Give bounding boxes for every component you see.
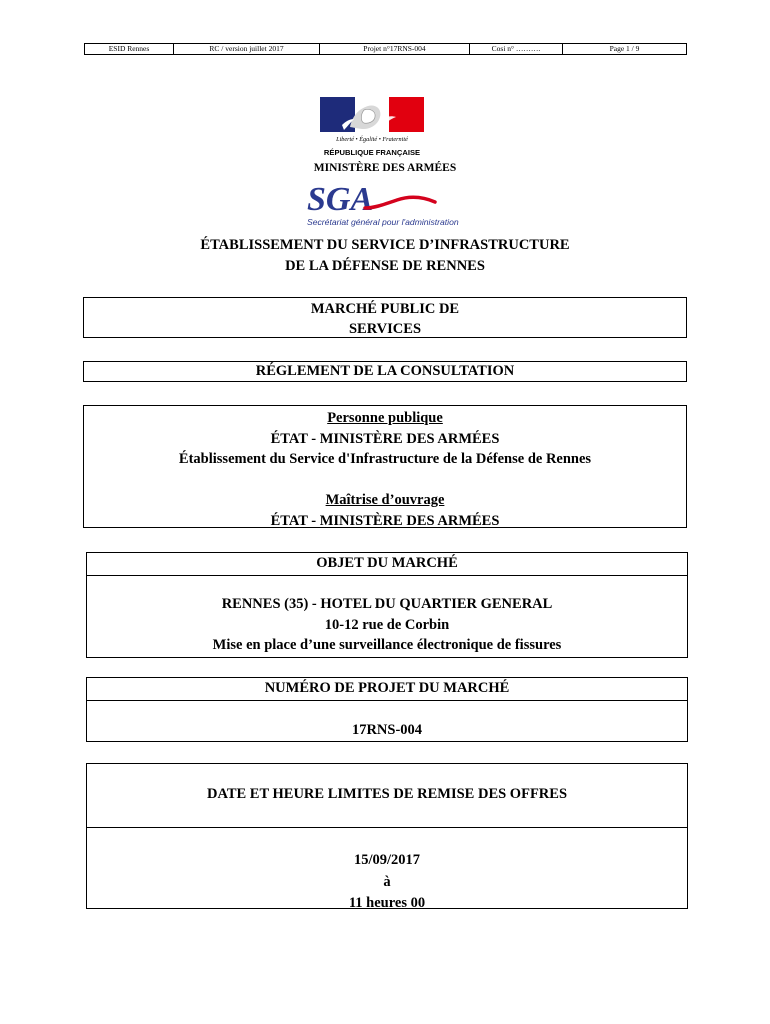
objet-line2: 10-12 rue de Corbin bbox=[324, 616, 450, 633]
marche-line2: SERVICES bbox=[348, 321, 422, 337]
reglement-title: RÉGLEMENT DE LA CONSULTATION bbox=[255, 363, 515, 379]
objet-box bbox=[86, 552, 688, 658]
numero-value: 17RNS-004 bbox=[351, 722, 423, 738]
header-project: Projet n°17RNS-004 bbox=[320, 44, 470, 55]
objet-line1: RENNES (35) - HOTEL DU QUARTIER GENERAL bbox=[221, 596, 553, 612]
reglement-box bbox=[83, 361, 687, 382]
logo-motto: Liberté • Égalité • Fraternité bbox=[336, 136, 408, 143]
numero-box bbox=[86, 677, 688, 742]
page-header bbox=[84, 43, 687, 55]
personne-line1: ÉTAT - MINISTÈRE DES ARMÉES bbox=[270, 430, 500, 447]
header-page: Page 1 / 9 bbox=[563, 44, 687, 55]
date-a: à bbox=[383, 873, 391, 890]
personne-line2: Établissement du Service d'Infrastructure de la Défense de Rennes bbox=[178, 451, 592, 467]
header-site: ESID Rennes bbox=[85, 44, 174, 55]
marche-line1: MARCHÉ PUBLIC DE bbox=[310, 301, 460, 317]
maitrise-ouvrage-title: Maîtrise d’ouvrage bbox=[325, 492, 445, 508]
date-limite-box bbox=[86, 763, 688, 909]
maitrise-ouvrage-line: ÉTAT - MINISTÈRE DES ARMÉES bbox=[270, 512, 500, 529]
numero-title: NUMÉRO DE PROJET DU MARCHÉ bbox=[87, 678, 687, 701]
sga-letters: SGA bbox=[307, 181, 374, 218]
logo-republique-name: RÉPUBLIQUE FRANÇAISE bbox=[323, 148, 421, 157]
marche-box bbox=[83, 297, 687, 338]
date-value: 15/09/2017 bbox=[353, 852, 421, 868]
personne-title: Personne publique bbox=[327, 410, 443, 426]
sga-subtitle: Secrétariat général pour l'administration bbox=[307, 217, 459, 227]
republique-francaise-logo bbox=[320, 97, 424, 159]
ministry-name: MINISTÈRE DES ARMÉES bbox=[313, 162, 457, 174]
sga-logo bbox=[305, 178, 470, 230]
personne-publique-box bbox=[83, 405, 687, 528]
header-version: RC / version juillet 2017 bbox=[174, 44, 320, 55]
heure-value: 11 heures 00 bbox=[348, 895, 426, 911]
etablissement-title bbox=[0, 235, 770, 277]
etablissement-line2: DE LA DÉFENSE DE RENNES bbox=[285, 258, 485, 274]
objet-title: OBJET DU MARCHÉ bbox=[87, 553, 687, 576]
etablissement-line1: ÉTABLISSEMENT DU SERVICE D’INFRASTRUCTURE bbox=[200, 237, 570, 253]
date-limite-title: DATE ET HEURE LIMITES DE REMISE DES OFFRES bbox=[87, 764, 687, 828]
objet-line3: Mise en place d’une surveillance électronique de fissures bbox=[212, 637, 562, 653]
header-cosi: Cosi n° ………. bbox=[470, 44, 563, 55]
